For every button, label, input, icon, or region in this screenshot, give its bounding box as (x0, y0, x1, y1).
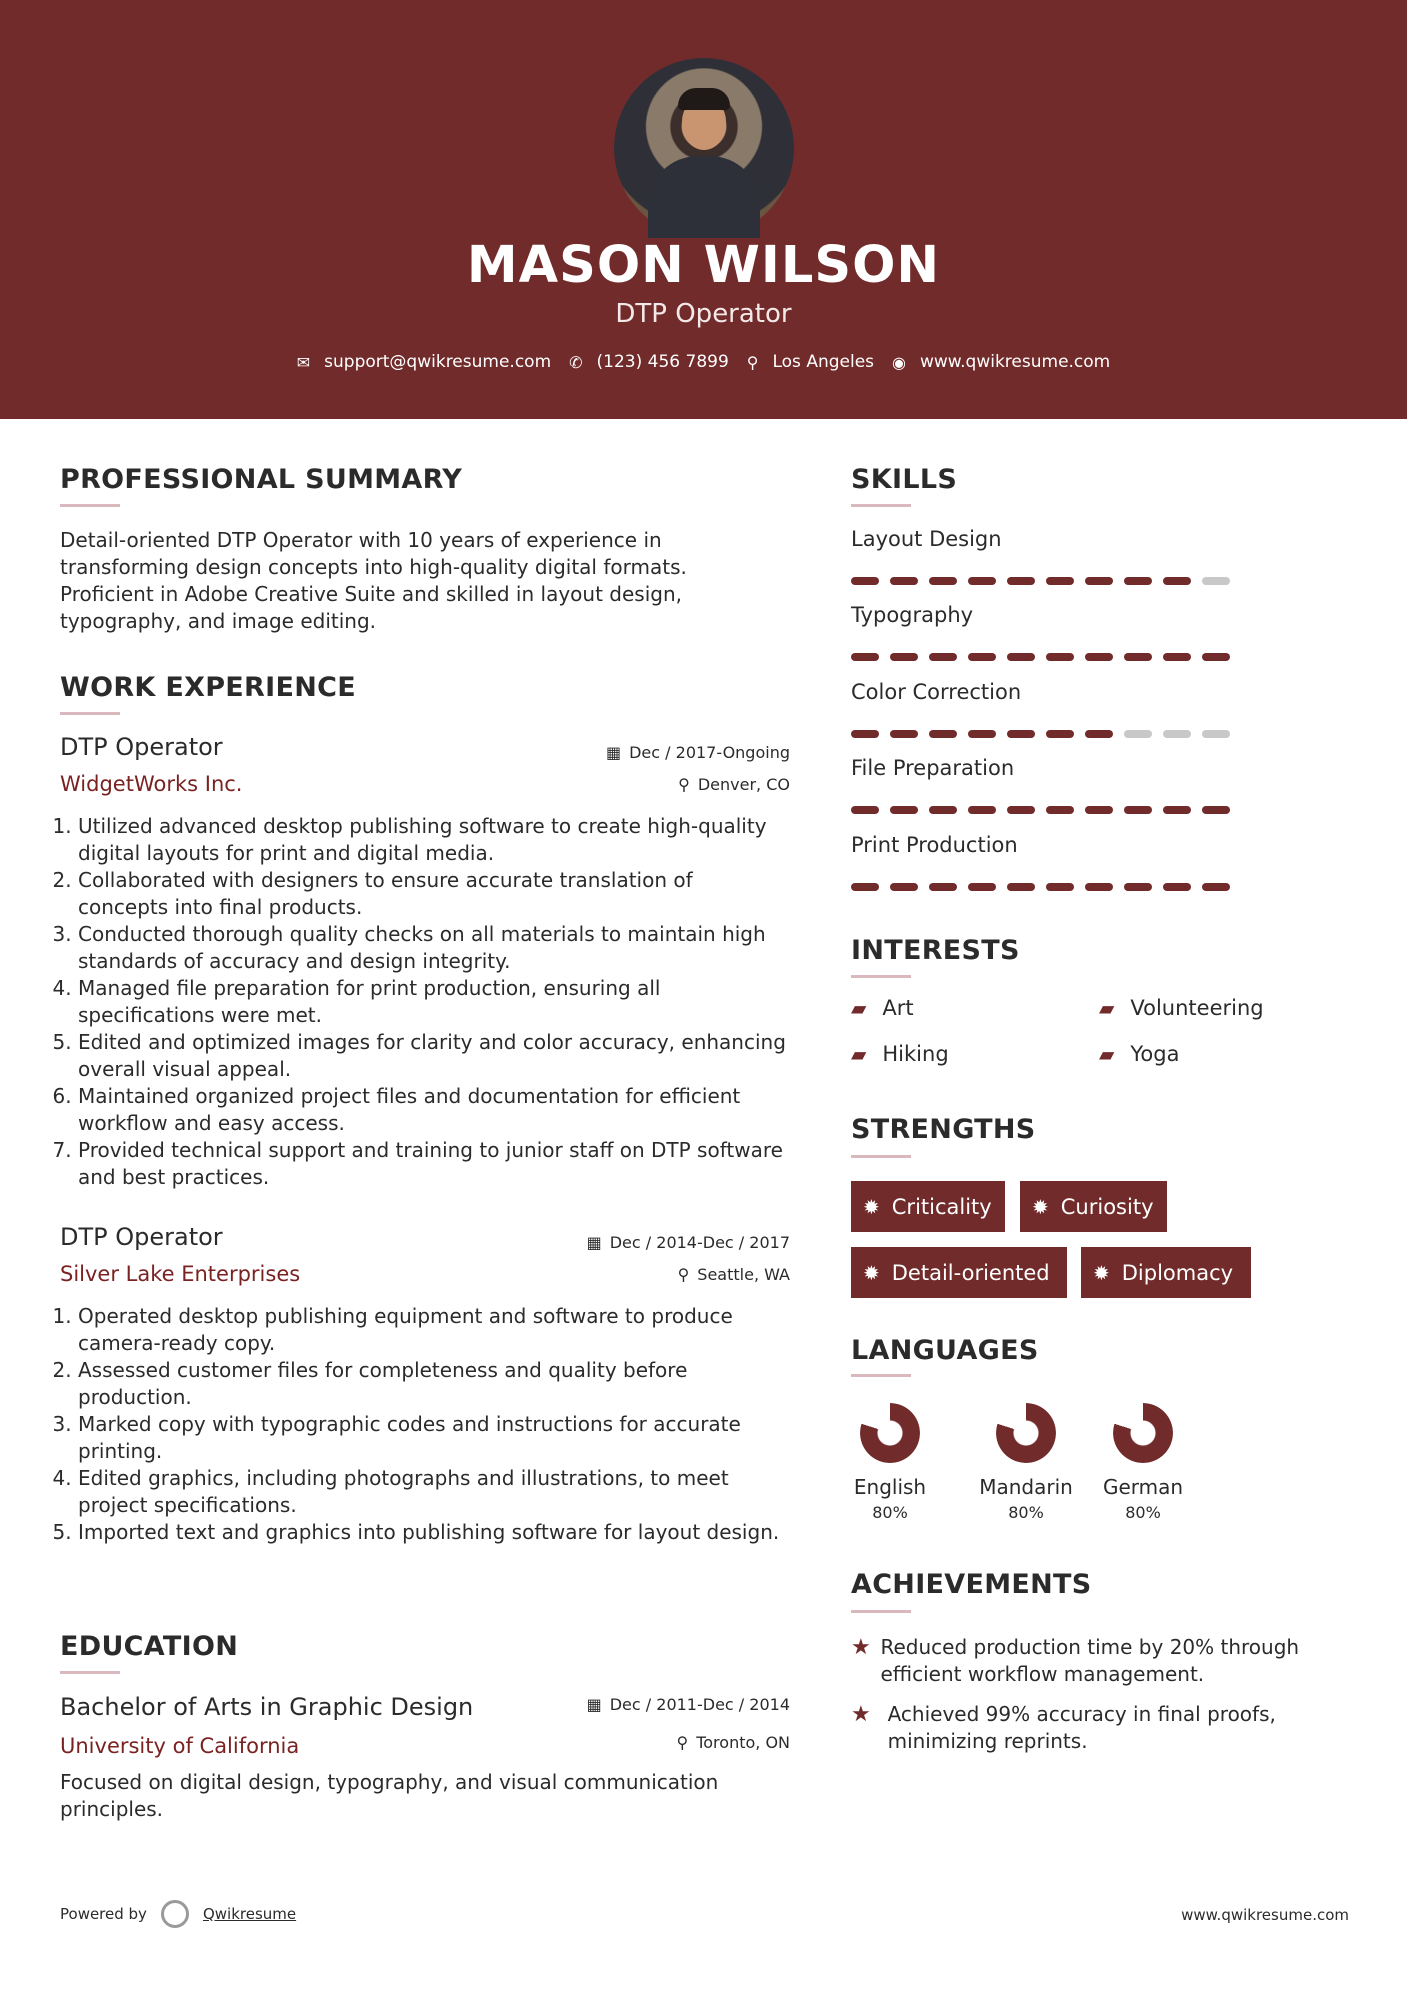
language-item (1093, 1403, 1193, 1522)
book-icon: ▰ (1099, 1042, 1115, 1066)
candidate-title: DTP Operator (615, 299, 792, 329)
skill-dot (968, 577, 996, 585)
interest-item: ▰ Volunteering (1099, 996, 1264, 1020)
achievement-item: ★ Achieved 99% accuracy in final proofs, minimizing reprints. (851, 1702, 1276, 1753)
job-location: ⚲ Seattle, WA (677, 1265, 790, 1284)
skill-dot (1124, 806, 1152, 814)
contact-bar (0, 352, 1407, 372)
skill-dot (1085, 577, 1113, 585)
section-divider (851, 975, 911, 978)
skill-dot (1046, 730, 1074, 738)
skill-dot (968, 730, 996, 738)
skill-dot (890, 883, 918, 891)
skill-dot (929, 806, 957, 814)
badge-icon: ✹ (863, 1260, 880, 1285)
header-banner (0, 0, 1407, 419)
skill-dot (929, 577, 957, 585)
language-ring (1113, 1403, 1173, 1463)
skill-dot (1163, 883, 1191, 891)
language-percent: 80% (872, 1503, 908, 1522)
skill-dot (929, 730, 957, 738)
skill-dot (1163, 730, 1191, 738)
degree-title: Bachelor of Arts in Graphic Design (60, 1693, 474, 1721)
education-text: Focused on digital design, typography, and visual communication principles. (60, 1770, 719, 1821)
list-item: 3. Marked copy with typographic codes and instructions for accurate printing. (78, 1411, 788, 1465)
skill-dot (1007, 883, 1035, 891)
skill-name: Color Correction (851, 680, 1022, 704)
languages-heading: LANGUAGES (851, 1335, 1039, 1366)
skill-dot (968, 883, 996, 891)
skill-dot (1085, 806, 1113, 814)
powered-by-label: Powered by (60, 1905, 147, 1923)
skill-dot (890, 806, 918, 814)
interest-item: ▰ Art (851, 996, 914, 1020)
badge-icon: ✹ (1093, 1260, 1110, 1285)
language-item (969, 1403, 1083, 1522)
achievement-item: ★ Reduced production time by 20% through efficient workflow management. (851, 1635, 1300, 1686)
book-icon: ▰ (851, 996, 867, 1020)
skill-dot (1124, 577, 1152, 585)
skill-dot (1046, 806, 1074, 814)
list-item: 5. Edited and optimized images for clarity and color accuracy, enhancing overall visual appeal. (78, 1029, 788, 1083)
skill-dot (851, 883, 879, 891)
list-item: 2. Collaborated with designers to ensure accurate translation of concepts into final products. (78, 867, 788, 921)
skill-dot (1085, 653, 1113, 661)
list-item: 7. Provided technical support and training to junior staff on DTP software and best practices. (78, 1137, 788, 1191)
globe-icon: ◉ (892, 352, 906, 372)
skill-dot (1202, 883, 1230, 891)
strengths-heading: STRENGTHS (851, 1114, 1036, 1145)
skill-dot (851, 806, 879, 814)
job-title: DTP Operator (60, 1223, 223, 1251)
list-item: 1. Utilized advanced desktop publishing software to create high-quality digital layouts for print and digital media. (78, 813, 788, 867)
book-icon: ▰ (1099, 996, 1115, 1020)
skill-dot (929, 653, 957, 661)
section-divider (851, 1374, 911, 1377)
job-location: ⚲ Denver, CO (678, 775, 790, 794)
section-divider (851, 1155, 911, 1158)
job-dates: ▦ Dec / 2014-Dec / 2017 (586, 1233, 790, 1252)
language-ring (860, 1403, 920, 1463)
experience-heading: WORK EXPERIENCE (60, 672, 356, 703)
pin-icon: ⚲ (676, 1733, 689, 1752)
job-dates: ▦ Dec / 2017-Ongoing (605, 743, 790, 762)
skill-dot (1202, 806, 1230, 814)
list-item: 3. Conducted thorough quality checks on all materials to maintain high standards of accuracy and design integrity. (78, 921, 788, 975)
skill-rating (851, 806, 1230, 814)
skill-dot (1124, 883, 1152, 891)
list-item: 4. Edited graphics, including photographs and illustrations, to meet project specifications. (78, 1465, 788, 1519)
contact-location: Los Angeles (772, 352, 875, 372)
candidate-name: MASON WILSON (466, 236, 941, 295)
skill-rating (851, 653, 1230, 661)
skill-dot (851, 577, 879, 585)
footer-powered (60, 1900, 296, 1928)
skill-dot (1046, 653, 1074, 661)
language-ring (996, 1403, 1056, 1463)
list-item: 5. Imported text and graphics into publishing software for layout design. (78, 1519, 788, 1546)
star-icon: ★ (851, 1702, 871, 1727)
list-item: 4. Managed file preparation for print production, ensuring all specifications were met. (78, 975, 788, 1029)
skill-dot (968, 806, 996, 814)
badge-icon: ✹ (863, 1194, 880, 1219)
job-bullets (58, 1303, 788, 1546)
strength-chip: ✹ Detail-oriented (851, 1247, 1067, 1298)
interests-heading: INTERESTS (851, 935, 1020, 966)
list-item: 1. Operated desktop publishing equipment and software to produce camera-ready copy. (78, 1303, 788, 1357)
skill-dot (1085, 730, 1113, 738)
contact-website[interactable]: www.qwikresume.com (919, 352, 1111, 372)
skills-heading: SKILLS (851, 464, 958, 495)
skill-dot (1007, 806, 1035, 814)
job-title: DTP Operator (60, 733, 223, 761)
skill-name: File Preparation (851, 756, 1015, 780)
pin-icon: ⚲ (677, 1265, 690, 1284)
badge-icon: ✹ (1032, 1194, 1049, 1219)
profile-photo (614, 58, 794, 238)
skill-dot (1202, 730, 1230, 738)
skill-dot (968, 653, 996, 661)
skill-dot (1007, 653, 1035, 661)
skill-dot (890, 577, 918, 585)
summary-heading: PROFESSIONAL SUMMARY (60, 464, 463, 495)
job-company: Silver Lake Enterprises (60, 1262, 301, 1286)
skill-dot (890, 730, 918, 738)
footer-website[interactable]: www.qwikresume.com (1181, 1906, 1349, 1924)
skill-dot (1163, 806, 1191, 814)
achievements-heading: ACHIEVEMENTS (851, 1569, 1092, 1600)
language-name: Mandarin (979, 1475, 1073, 1499)
skill-rating (851, 577, 1230, 585)
skill-dot (1124, 653, 1152, 661)
language-item (846, 1403, 934, 1522)
skill-dot (1085, 883, 1113, 891)
skill-dot (1163, 577, 1191, 585)
strength-chip: ✹ Curiosity (1020, 1181, 1167, 1232)
calendar-icon: ▦ (586, 1233, 602, 1252)
section-divider (851, 504, 911, 507)
skill-rating (851, 730, 1230, 738)
strength-chip: ✹ Criticality (851, 1181, 1005, 1232)
skill-name: Layout Design (851, 527, 1002, 551)
star-icon: ★ (851, 1635, 871, 1660)
calendar-icon: ▦ (586, 1695, 602, 1714)
language-percent: 80% (1125, 1503, 1161, 1522)
contact-phone[interactable]: (123) 456 7899 (596, 352, 729, 372)
language-name: German (1102, 1475, 1184, 1499)
skill-dot (1163, 653, 1191, 661)
skill-dot (1007, 730, 1035, 738)
section-divider (60, 504, 120, 507)
contact-email[interactable]: support@qwikresume.com (324, 352, 552, 372)
brand-link[interactable]: Qwikresume (202, 1905, 297, 1923)
education-heading: EDUCATION (60, 1631, 239, 1662)
skill-dot (890, 653, 918, 661)
interest-item: ▰ Yoga (1099, 1042, 1180, 1066)
skill-dot (1202, 653, 1230, 661)
skill-dot (1046, 577, 1074, 585)
section-divider (60, 1671, 120, 1674)
section-divider (851, 1610, 911, 1613)
book-icon: ▰ (851, 1042, 867, 1066)
list-item: 2. Assessed customer files for completeness and quality before production. (78, 1357, 788, 1411)
skill-name: Typography (851, 603, 974, 627)
education-dates: ▦ Dec / 2011-Dec / 2014 (586, 1695, 790, 1714)
section-divider (60, 712, 120, 715)
calendar-icon: ▦ (605, 743, 622, 762)
skill-dot (851, 730, 879, 738)
skill-dot (1007, 577, 1035, 585)
skill-dot (929, 883, 957, 891)
phone-icon: ✆ (569, 352, 583, 372)
strength-chip: ✹ Diplomacy (1081, 1247, 1251, 1298)
skill-dot (1124, 730, 1152, 738)
map-pin-icon: ⚲ (746, 352, 759, 372)
skill-dot (1046, 883, 1074, 891)
summary-text: Detail-oriented DTP Operator with 10 years of experience in transforming design concepts into high-quality digital formats. Proficient in Adobe Creative Suite and skilled in layout design, typography, and image editing. (60, 528, 687, 633)
school-name: University of California (60, 1734, 300, 1758)
list-item: 6. Maintained organized project files and documentation for efficient workflow and easy access. (78, 1083, 788, 1137)
qwikresume-logo-icon (161, 1900, 189, 1928)
language-percent: 80% (1008, 1503, 1044, 1522)
envelope-icon: ✉ (296, 352, 311, 372)
skill-name: Print Production (851, 833, 1018, 857)
job-company: WidgetWorks Inc. (60, 772, 243, 796)
skill-dot (1202, 577, 1230, 585)
job-bullets (58, 813, 788, 1191)
pin-icon: ⚲ (678, 775, 690, 794)
skill-rating (851, 883, 1230, 891)
language-name: English (853, 1475, 927, 1499)
education-location: ⚲ Toronto, ON (676, 1733, 790, 1752)
skill-dot (851, 653, 879, 661)
interest-item: ▰ Hiking (851, 1042, 949, 1066)
